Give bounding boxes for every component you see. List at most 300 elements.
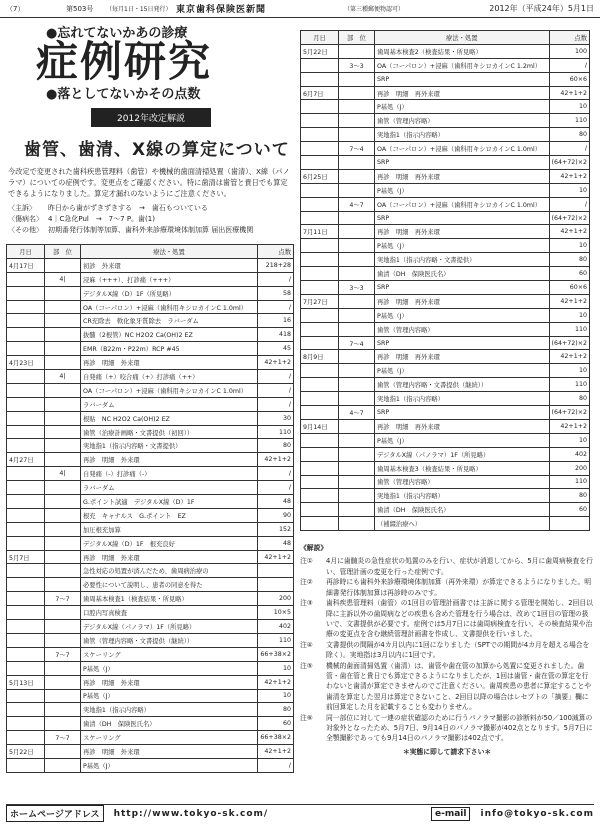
- table-row: [7, 300, 294, 314]
- cell-content: P基処（J）: [81, 758, 258, 772]
- cell-points: 42+1+2: [549, 419, 590, 433]
- commentary-note: [300, 577, 594, 598]
- cell-date: [301, 267, 339, 281]
- cell-content: P基処（J）: [375, 433, 550, 447]
- cell-date: 5月22日: [301, 44, 339, 58]
- cell-points: 200: [549, 461, 590, 475]
- note-row: 〈傷病名〉 4｜C急化Pul → 7〜7 P。歯(1): [8, 215, 155, 223]
- cell-points: /: [258, 397, 294, 411]
- cell-site: [45, 564, 81, 578]
- cell-date: [7, 606, 45, 620]
- cell-points: (64+72)×2: [549, 336, 590, 350]
- cell-date: [301, 517, 339, 531]
- cell-date: [7, 300, 45, 314]
- table-row: [7, 578, 294, 592]
- cell-points: 42+1+2: [258, 550, 294, 564]
- cell-content: （補綴治療へ）: [375, 517, 550, 531]
- cell-points: 60: [258, 717, 294, 731]
- cell-content: 再診 明細 外来環: [81, 745, 258, 759]
- cell-points: 42+1+2: [549, 169, 590, 183]
- table-row: [301, 128, 590, 142]
- cell-date: [7, 425, 45, 439]
- cell-date: [7, 286, 45, 300]
- cell-points: /: [549, 197, 590, 211]
- cell-date: 7月27日: [301, 294, 339, 308]
- cell-points: 110: [549, 322, 590, 336]
- commentary-note: [300, 640, 594, 661]
- page-header: [0, 0, 600, 18]
- cell-site: [45, 314, 81, 328]
- cell-site: [339, 128, 375, 142]
- cell-site: [339, 308, 375, 322]
- cell-points: 10: [258, 661, 294, 675]
- cell-site: 4〜7: [339, 197, 375, 211]
- cell-site: [339, 475, 375, 489]
- cell-date: [301, 475, 339, 489]
- cell-content: 根貼 NC H2O2 Ca(OH)2 EZ: [81, 411, 258, 425]
- cell-site: [45, 300, 81, 314]
- table-row: [301, 517, 590, 531]
- cell-points: 10: [549, 308, 590, 322]
- table-row: [7, 342, 294, 356]
- cell-content: 再診 明細 再外来環: [375, 225, 550, 239]
- cell-date: [7, 633, 45, 647]
- cell-date: [7, 495, 45, 509]
- cell-site: [339, 183, 375, 197]
- cell-date: [301, 503, 339, 517]
- cell-site: [339, 44, 375, 58]
- cell-site: [45, 758, 81, 772]
- table-row: [301, 156, 590, 170]
- cell-content: SRP: [375, 336, 550, 350]
- cell-date: [7, 647, 45, 661]
- table-row: [301, 142, 590, 156]
- table-row: [301, 378, 590, 392]
- cell-date: [301, 406, 339, 420]
- table-row: [7, 633, 294, 647]
- cell-content: 実地指1（指示内容略・文書提供）: [81, 439, 258, 453]
- cell-site: 7〜4: [339, 142, 375, 156]
- table-row: [7, 550, 294, 564]
- cell-points: /: [258, 272, 294, 286]
- table-row: [301, 72, 590, 86]
- cell-points: /: [258, 370, 294, 384]
- cell-site: [45, 703, 81, 717]
- cell-site: [339, 100, 375, 114]
- cell-points: 110: [258, 425, 294, 439]
- cell-site: [45, 383, 81, 397]
- cell-site: [339, 364, 375, 378]
- cell-date: [7, 383, 45, 397]
- cell-content: スケーリング: [81, 731, 258, 745]
- cell-site: 3〜3: [339, 58, 375, 72]
- cell-content: SRP: [375, 406, 550, 420]
- cell-site: [45, 425, 81, 439]
- table-row: [7, 314, 294, 328]
- table-row: [301, 169, 590, 183]
- publication-schedule: （毎月1日・15日発行）: [106, 6, 172, 13]
- homepage-link[interactable]: http://www.tokyo-sk.com/: [113, 808, 269, 819]
- cell-site: [45, 522, 81, 536]
- cell-date: [301, 447, 339, 461]
- cell-content: P基処（J）: [81, 661, 258, 675]
- cell-points: /: [258, 300, 294, 314]
- cell-content: ラバーダム: [81, 397, 258, 411]
- table-row: [301, 225, 590, 239]
- cell-date: 7月11日: [301, 225, 339, 239]
- table-row: [301, 392, 590, 406]
- cell-date: [7, 522, 45, 536]
- cell-date: [7, 564, 45, 578]
- cell-content: 実地指1（指示内容略）: [81, 703, 258, 717]
- cell-date: [7, 661, 45, 675]
- cell-content: 根充 キャナルス G.ポイント EZ: [81, 508, 258, 522]
- cell-content: 歯管（治療計画略・文書提供（初回））: [81, 425, 258, 439]
- table-row: [7, 467, 294, 481]
- cell-content: OA（コーパロン）+浸麻（歯科用キシロカインC 1.0ml）: [375, 197, 550, 211]
- cell-date: [301, 336, 339, 350]
- cell-points: 58: [258, 286, 294, 300]
- table-row: [301, 197, 590, 211]
- cell-points: [258, 578, 294, 592]
- cell-content: 実地指1（指示内容略）: [375, 392, 550, 406]
- cell-date: 4月17日: [7, 258, 45, 272]
- cell-points: /: [258, 758, 294, 772]
- cell-date: 4月27日: [7, 453, 45, 467]
- table-row: [301, 461, 590, 475]
- cell-content: 歯管（管理内容略・文書提供（継続））: [81, 633, 258, 647]
- cell-content: 自発痛（+）咬合痛（+）打診痛（++）: [81, 370, 258, 384]
- brand-subtitle-1: ●忘れてないかあの診療: [46, 26, 188, 41]
- cell-site: [45, 745, 81, 759]
- cell-date: 6月25日: [301, 169, 339, 183]
- cell-date: 5月13日: [7, 675, 45, 689]
- cell-content: 必要性について説明し、患者の同意を得た: [81, 578, 258, 592]
- note-text: 再診時にも歯科外来診療環境体制加算（再外来環）が算定できるようになりました。明細書発行体制加算は再診時のみです。: [326, 578, 592, 597]
- cell-points: 48: [258, 536, 294, 550]
- cell-site: [339, 253, 375, 267]
- table-row: [7, 675, 294, 689]
- cell-points: /: [258, 481, 294, 495]
- cell-site: 7〜7: [45, 731, 81, 745]
- cell-content: SRP: [375, 211, 550, 225]
- table-row: [301, 419, 590, 433]
- col-content: 療法・処置: [81, 245, 258, 259]
- cell-date: 5月22日: [7, 745, 45, 759]
- cell-date: [7, 703, 45, 717]
- cell-content: 再診 明細 外来環: [81, 453, 258, 467]
- table-row: [301, 239, 590, 253]
- cell-points: 30: [258, 411, 294, 425]
- note-row: 〈その他〉 初期番発行体制等加算、歯科外来診療環境体制加算 届出医療機関: [8, 226, 254, 234]
- cell-content: SRP: [375, 72, 550, 86]
- cell-site: [45, 411, 81, 425]
- cell-content: 歯周基本検査1（検査結果・所見略）: [81, 592, 258, 606]
- masthead: 東京歯科保険医新聞: [176, 5, 267, 15]
- table-row: [7, 383, 294, 397]
- commentary: [300, 543, 594, 757]
- cell-content: SRP: [375, 156, 550, 170]
- cell-content: 歯清（DH 保険医氏名）: [81, 717, 258, 731]
- table-row: [7, 495, 294, 509]
- table-row: [7, 411, 294, 425]
- cell-points: /: [549, 142, 590, 156]
- right-column: [300, 22, 594, 757]
- cell-date: [301, 239, 339, 253]
- cell-date: [7, 592, 45, 606]
- cell-site: [45, 508, 81, 522]
- cell-site: [339, 517, 375, 531]
- cell-content: CR充除去 軟化象牙質除去 ラバーダム: [81, 314, 258, 328]
- cell-points: 10: [549, 364, 590, 378]
- cell-date: [301, 392, 339, 406]
- page-number: （7）: [6, 4, 25, 13]
- cell-content: 再診 明細 外来環: [81, 550, 258, 564]
- cell-site: [339, 86, 375, 100]
- cell-points: 80: [549, 489, 590, 503]
- cell-site: [339, 211, 375, 225]
- cell-date: [7, 689, 45, 703]
- cell-date: [7, 467, 45, 481]
- table-row: [301, 433, 590, 447]
- cell-content: 実地指1（指示内容略・文書提供）: [375, 253, 550, 267]
- cell-points: 42+1+2: [258, 675, 294, 689]
- cell-points: 110: [549, 475, 590, 489]
- table-row: [7, 328, 294, 342]
- cell-site: 7〜7: [45, 592, 81, 606]
- table-row: [301, 86, 590, 100]
- cell-content: 歯清（DH 保険医氏名）: [375, 503, 550, 517]
- cell-site: [339, 239, 375, 253]
- cell-points: /: [258, 383, 294, 397]
- note-text: 文書提供の間隔が4カ月以内に1回になりました（SPTでの期間が4カ月を超える場合を除く）。実地指は3月以内に1回です。: [326, 640, 590, 660]
- table-row: [7, 717, 294, 731]
- cell-site: [45, 397, 81, 411]
- cell-content: 再診 明細 外来環: [81, 356, 258, 370]
- cell-date: [301, 433, 339, 447]
- issue-date: 2012年（平成24年）5月1日: [489, 4, 594, 13]
- table-row: [7, 481, 294, 495]
- table-row: [7, 397, 294, 411]
- col-date: 月日: [301, 31, 339, 45]
- cell-content: 歯周基本検査2（検査結果・所見略）: [375, 44, 550, 58]
- case-notes: [6, 203, 296, 236]
- table-row: [301, 322, 590, 336]
- cell-site: 4|: [45, 272, 81, 286]
- cell-points: 16: [258, 314, 294, 328]
- cell-points: /: [258, 467, 294, 481]
- table-row: [7, 689, 294, 703]
- table-row: [301, 475, 590, 489]
- table-row: [7, 439, 294, 453]
- cell-content: デジタルX線（パノラマ）1F（所見略）: [81, 620, 258, 634]
- cell-date: [7, 439, 45, 453]
- table-row: [301, 281, 590, 295]
- cell-points: 200: [258, 592, 294, 606]
- cell-site: [45, 620, 81, 634]
- cell-content: 歯管（管理内容略）: [375, 322, 550, 336]
- cell-points: 90: [258, 508, 294, 522]
- cell-content: P基処（J）: [375, 183, 550, 197]
- registration: （第三種郵便物認可）: [344, 6, 405, 13]
- table-row: [301, 336, 590, 350]
- table-row: [7, 661, 294, 675]
- cell-points: 110: [258, 633, 294, 647]
- table-row: [301, 294, 590, 308]
- note-key: 注⑤: [300, 661, 313, 670]
- col-site: 部 位: [339, 31, 375, 45]
- cell-date: [301, 128, 339, 142]
- cell-content: 実地指1（指示内容略）: [375, 489, 550, 503]
- cell-date: [301, 58, 339, 72]
- cell-date: [301, 211, 339, 225]
- cell-date: [301, 364, 339, 378]
- cell-site: 3〜3: [339, 281, 375, 295]
- cell-site: 7〜4: [339, 336, 375, 350]
- cell-date: [301, 114, 339, 128]
- cell-content: G.ポイント試適 デジタルX線（D）1F: [81, 495, 258, 509]
- treatment-table-left: [6, 244, 294, 773]
- cell-date: [301, 253, 339, 267]
- table-row: [301, 406, 590, 420]
- commentary-note: [300, 661, 594, 713]
- cell-site: [45, 258, 81, 272]
- brand-title: 症例研究: [36, 37, 213, 86]
- treatment-table-right: [300, 30, 590, 531]
- table-row: [301, 211, 590, 225]
- note-text: 機械的歯面清掃処置（歯清）は、歯管や歯在管の加算から処置に変更されました。歯管・歯在管と貴日でも算定できるようになりましたが、1回は歯管・歯在管の算定を行わないと歯清が算定できませんのでご注意ください。歯周疾患の患者に算定することや歯清を算定した翌月は算定できないこと、2回目以降の場合はレセプトの「摘要」欄に前回算定した月を記載することも変わりません。: [326, 661, 592, 712]
- table-row: [301, 308, 590, 322]
- table-row: [7, 370, 294, 384]
- cell-points: 80: [549, 392, 590, 406]
- cell-site: [339, 72, 375, 86]
- commentary-note: [300, 598, 594, 640]
- table-row: [7, 620, 294, 634]
- col-date: 月日: [7, 245, 45, 259]
- cell-points: 10: [549, 183, 590, 197]
- cell-date: 5月7日: [7, 550, 45, 564]
- cell-points: [549, 517, 590, 531]
- brand-subtitle-2: ●落としてないかその点数: [46, 87, 201, 102]
- cell-points: 80: [258, 703, 294, 717]
- cell-site: [339, 169, 375, 183]
- table-header-row: [7, 245, 294, 259]
- cell-content: デジタルX線（D）1F 根充良好: [81, 536, 258, 550]
- table-row: [7, 522, 294, 536]
- cell-content: 急性対応の処置が済んだため、歯周病治療の: [81, 564, 258, 578]
- table-row: [7, 592, 294, 606]
- left-column: [6, 22, 296, 782]
- cell-content: 再診 明細 外来環: [81, 675, 258, 689]
- cell-site: [339, 350, 375, 364]
- table-row: [301, 58, 590, 72]
- cell-date: [7, 758, 45, 772]
- cell-site: [45, 606, 81, 620]
- cell-date: [7, 411, 45, 425]
- cell-site: [45, 633, 81, 647]
- cell-date: [7, 314, 45, 328]
- note-key: 注⑥: [300, 713, 313, 722]
- cell-points: (64+72)×2: [549, 211, 590, 225]
- cell-date: [7, 731, 45, 745]
- cell-points: 42+1+2: [549, 294, 590, 308]
- cell-content: 再診 明細 再外来環: [375, 86, 550, 100]
- cell-date: [301, 281, 339, 295]
- commentary-note: [300, 556, 594, 577]
- cell-points: 60: [549, 267, 590, 281]
- article-headline: 歯管、歯清、X線の算定について: [24, 140, 290, 160]
- table-row: [301, 100, 590, 114]
- cell-site: [45, 578, 81, 592]
- table-header-row: [301, 31, 590, 45]
- cell-site: [339, 433, 375, 447]
- cell-date: [301, 183, 339, 197]
- cell-points: 42+1+2: [549, 350, 590, 364]
- table-row: [7, 272, 294, 286]
- homepage-label: ホームページアドレス: [6, 805, 104, 822]
- cell-site: [45, 717, 81, 731]
- cell-points: (64+72)×2: [549, 406, 590, 420]
- cell-content: 口腔内写真検査: [81, 606, 258, 620]
- cell-points: 100: [549, 44, 590, 58]
- cell-site: [45, 495, 81, 509]
- cell-content: EMR（B22m・P22m）RCP #45: [81, 342, 258, 356]
- table-row: [301, 350, 590, 364]
- cell-site: [45, 536, 81, 550]
- cell-site: [339, 503, 375, 517]
- table-row: [301, 253, 590, 267]
- cell-content: スケーリング: [81, 647, 258, 661]
- cell-points: 42+1+2: [549, 86, 590, 100]
- cell-content: P基処（J）: [375, 364, 550, 378]
- cell-date: [7, 717, 45, 731]
- cell-points: 402: [258, 620, 294, 634]
- cell-date: [301, 197, 339, 211]
- cell-points: 80: [549, 253, 590, 267]
- note-key: 注③: [300, 599, 313, 608]
- cell-content: 自発痛（-）打診痛（-）: [81, 467, 258, 481]
- table-row: [301, 183, 590, 197]
- cell-content: 初診 外来環: [81, 258, 258, 272]
- cell-points: 45: [258, 342, 294, 356]
- table-row: [7, 508, 294, 522]
- issue-number: 第503号: [66, 4, 94, 13]
- table-row: [7, 425, 294, 439]
- cell-site: [45, 689, 81, 703]
- cell-content: 再診 明細 再外来環: [375, 419, 550, 433]
- cell-points: 80: [258, 439, 294, 453]
- cell-date: 6月7日: [301, 86, 339, 100]
- cell-site: [339, 267, 375, 281]
- cell-site: [45, 356, 81, 370]
- cell-points: 80: [549, 128, 590, 142]
- email-link[interactable]: info@tokyo-sk.com: [480, 808, 594, 819]
- cell-content: 歯清（DH 保険医氏名）: [375, 267, 550, 281]
- article-lead: 今改定で変更された歯科疾患管理料（歯管）や機械的歯面清掃処置（歯清）、X線（パノラマ）についての症例です。変更点をご確認ください。特に歯清は歯管と貴日でも算定できるようになりました。算定才漏れのないようにご注意ください。: [8, 167, 290, 198]
- cell-points: 402: [549, 447, 590, 461]
- cell-points: 10: [549, 433, 590, 447]
- cell-date: [7, 620, 45, 634]
- cell-points: 418: [258, 328, 294, 342]
- table-row: [7, 258, 294, 272]
- note-text: 歯科疾患管理料（歯管）の1回目の管理計画書では主訴に関する管理を開始し、2回目以降に主訴以外の歯周病などの疾患も含めた管理を行う場合は、改めて1回目の管理の扱いで、文書提供が必要です。症例では5月7日には歯周病検査を行い、その検査結果や治療の変更点を含む継続管理計画書を作成し、文書提供を行いました。: [326, 599, 593, 639]
- cell-content: SRP: [375, 281, 550, 295]
- cell-content: OA（コーパロン）+浸麻（歯科用キシロカインC 1.0ml）: [375, 142, 550, 156]
- table-row: [301, 267, 590, 281]
- revision-badge: 2012年改定解説: [91, 108, 211, 127]
- cell-date: [7, 508, 45, 522]
- cell-content: デジタルX線（D）1F（所見略）: [81, 286, 258, 300]
